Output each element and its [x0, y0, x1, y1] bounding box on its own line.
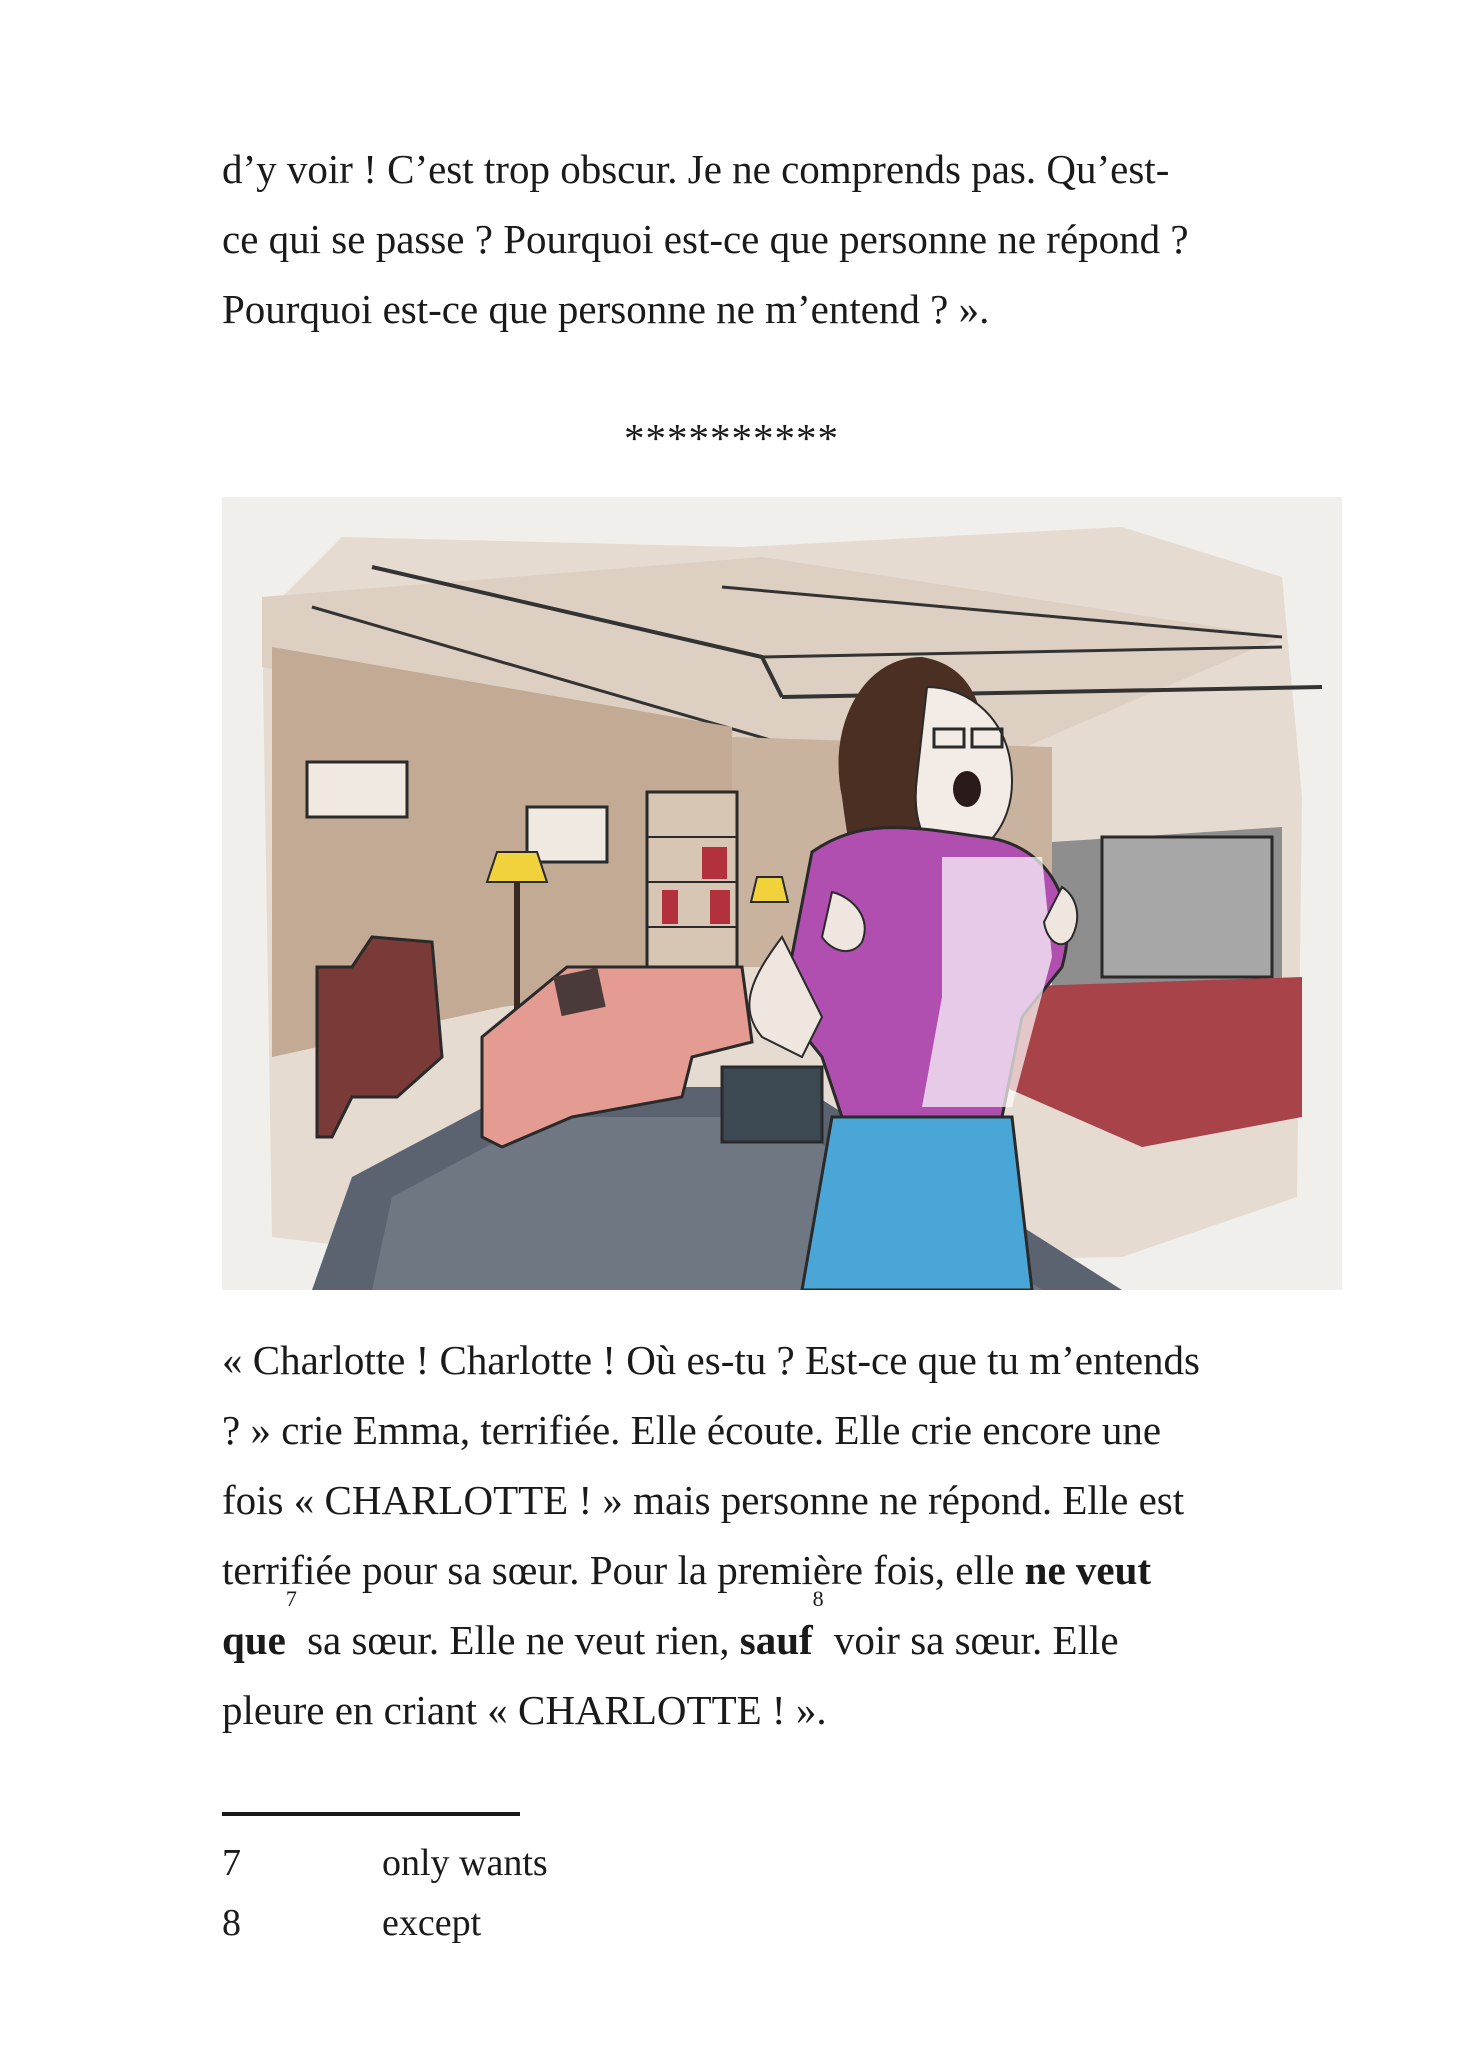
text-span: sa sœur. Elle ne veut rien, — [296, 1617, 740, 1663]
paragraph-continued — [222, 134, 1342, 344]
books — [702, 847, 727, 879]
ottoman — [722, 1067, 822, 1142]
text-span: voir sa sœur. Elle — [823, 1617, 1119, 1663]
text-line — [222, 1535, 1342, 1605]
text-line: fois « CHARLOTTE ! » mais personne ne répond. Elle est — [222, 1477, 1185, 1523]
footnote-divider — [222, 1812, 520, 1816]
glossed-term-ne-veut: ne veut — [1024, 1547, 1152, 1593]
text-line: d’y voir ! C’est trop obscur. Je ne comprends pas. Qu’est- — [222, 146, 1170, 192]
text-line: ? » crie Emma, terrifiée. Elle écoute. Elle crie encore une — [222, 1407, 1162, 1453]
text-line: Pourquoi est-ce que personne ne m’entend ? ». — [222, 286, 990, 332]
books — [710, 890, 730, 924]
text-line: « Charlotte ! Charlotte ! Où es-tu ? Est-ce que tu m’entends — [222, 1337, 1201, 1383]
picture-frame — [527, 807, 607, 862]
floor-lamp-shade — [487, 852, 547, 882]
text-line — [222, 1586, 1342, 1675]
section-separator: ********** — [624, 415, 839, 461]
footnote-ref-8[interactable]: 8 — [812, 1586, 824, 1611]
glossed-term-que: que — [222, 1617, 286, 1663]
footnote-text: except — [382, 1902, 482, 1944]
books — [662, 890, 678, 924]
table-lamp-shade — [751, 877, 788, 902]
illustration-screaming-girl — [222, 497, 1342, 1290]
text-line: ce qui se passe ? Pourquoi est-ce que personne ne répond ? — [222, 216, 1189, 262]
right-bookshelf — [1102, 837, 1272, 977]
glossed-term-sauf: sauf — [739, 1617, 813, 1663]
footnote-number: 7 — [222, 1842, 241, 1884]
open-mouth — [953, 771, 981, 807]
picture-frame — [307, 762, 407, 817]
text-line: pleure en criant « CHARLOTTE ! ». — [222, 1687, 827, 1733]
footnote-text: only wants — [382, 1842, 548, 1884]
footnote-number: 8 — [222, 1902, 241, 1944]
girl-jeans — [802, 1117, 1032, 1290]
paragraph-main — [222, 1325, 1342, 1745]
footnote-ref-7[interactable]: 7 — [285, 1586, 297, 1611]
text-span: terrifiée pour sa sœur. Pour la première fois, elle — [222, 1547, 1025, 1593]
